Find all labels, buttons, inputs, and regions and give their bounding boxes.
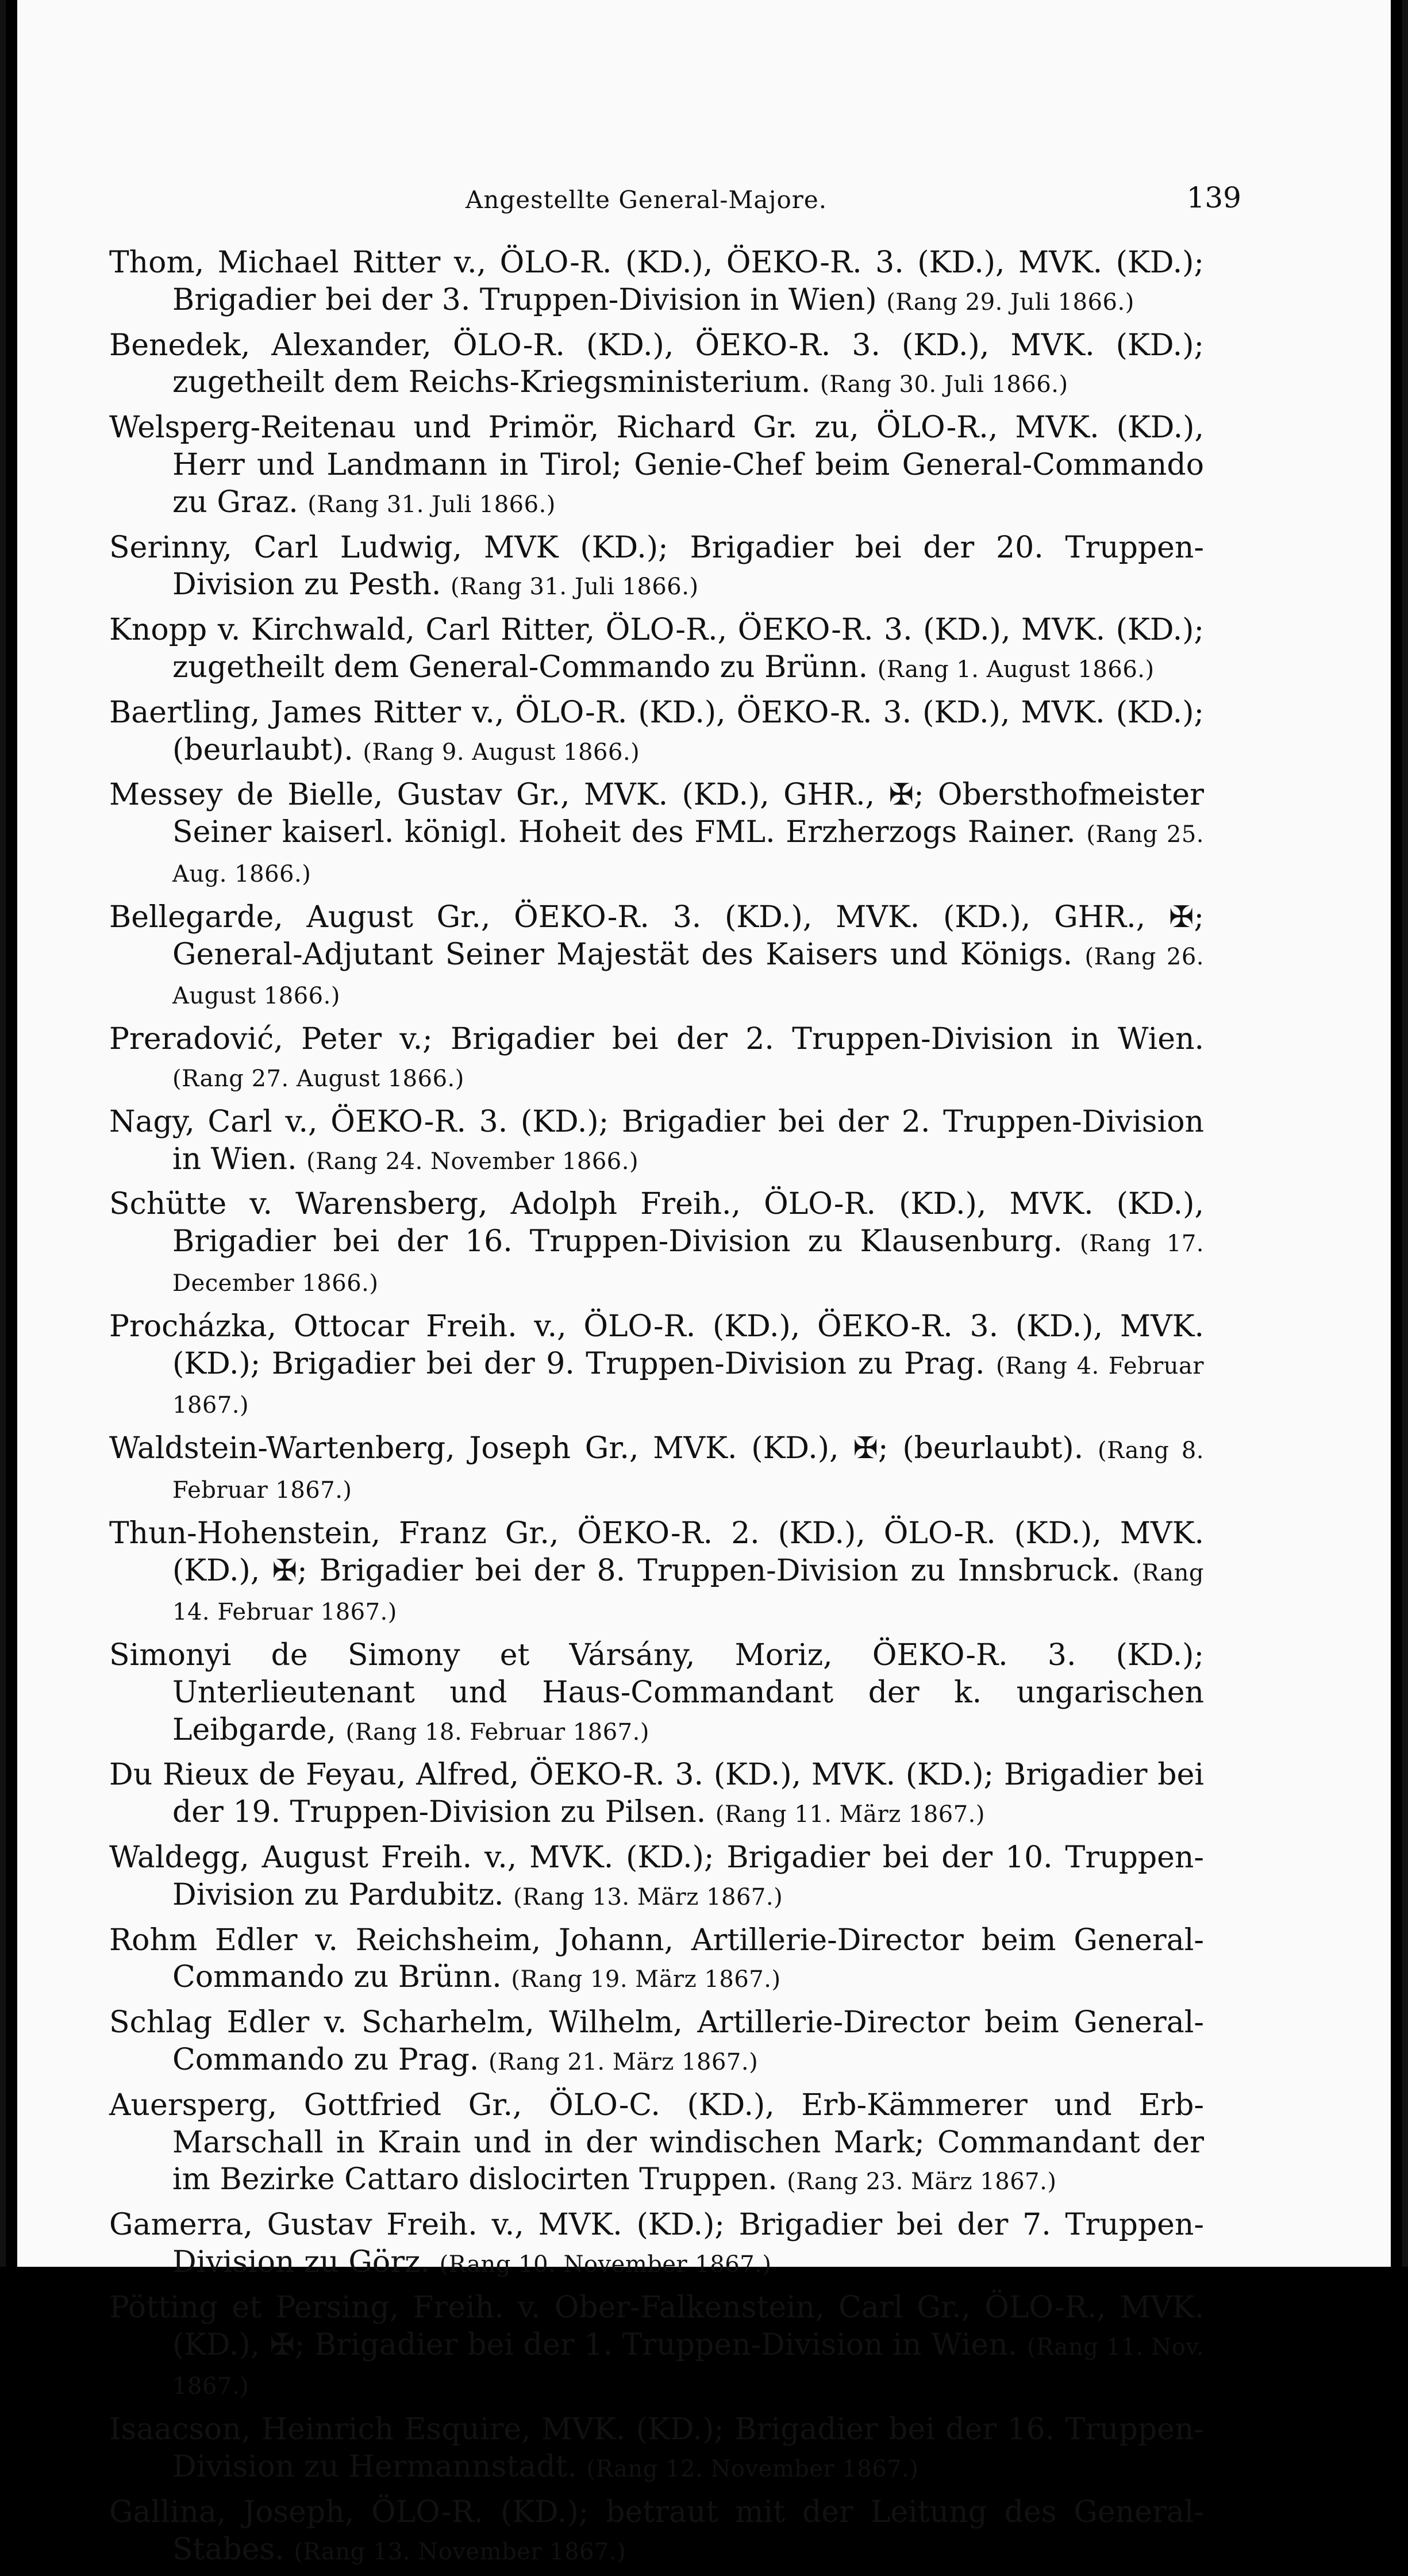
entry-text: Benedek, Alexander, ÖLO-R. (KD.), ÖEKO-R. 3. (KD.), MVK. (KD.); zugetheilt dem Reichs-Kriegsministerium. xyxy=(109,328,1204,400)
entry-rank-date: (Rang 31. Juli 1866.) xyxy=(450,574,699,601)
scan-border-left xyxy=(0,0,6,2267)
list-item xyxy=(109,2087,1204,2201)
entry-text: Serinny, Carl Ludwig, MVK (KD.); Brigadier bei der 20. Truppen-Division zu Pesth. xyxy=(109,530,1204,602)
entry-text: Waldegg, August Freih. v., MVK. (KD.); Brigadier bei der 10. Truppen-Division zu Pardubitz. xyxy=(109,1840,1204,1912)
entry-rank-date: (Rang 10. November 1867.) xyxy=(439,2251,772,2278)
entry-rank-date: (Rang 14. Februar 1867.) xyxy=(172,1559,1204,1626)
list-item xyxy=(109,1308,1204,1424)
entry-text: Auersperg, Gottfried Gr., ÖLO-C. (KD.), Erb-Kämmerer und Erb-Marschall in Krain und in der windischen Mark; Commandant der im Bezirke Cattaro dislocirten Truppen. xyxy=(109,2087,1204,2197)
entry-rank-date: (Rang 21. März 1867.) xyxy=(488,2049,759,2076)
entry-rank-date: (Rang 25. Aug. 1866.) xyxy=(172,821,1204,887)
list-item xyxy=(109,1515,1204,1631)
entry-text: Schütte v. Warensberg, Adolph Freih., ÖLO-R. (KD.), MVK. (KD.), Brigadier bei der 16. Truppen-Division zu Klausenburg. xyxy=(109,1187,1204,1259)
entry-text: Thun-Hohenstein, Franz Gr., ÖEKO-R. 2. (KD.), ÖLO-R. (KD.), MVK. (KD.), ✠; Brigadier bei der 8. Truppen-Division zu Innsbruck. xyxy=(109,1516,1204,1588)
list-item xyxy=(109,2004,1204,2081)
entry-rank-date: (Rang 30. Juli 1866.) xyxy=(820,371,1068,398)
list-item xyxy=(109,776,1204,893)
entry-rank-date: (Rang 18. Februar 1867.) xyxy=(345,1718,649,1745)
entry-rank-date: (Rang 8. Februar 1867.) xyxy=(172,1437,1205,1504)
entry-rank-date: (Rang 17. December 1866.) xyxy=(172,1231,1204,1297)
entry-rank-date: (Rang 29. Juli 1866.) xyxy=(886,289,1134,316)
list-item xyxy=(109,1756,1204,1833)
list-item xyxy=(109,1922,1204,1999)
entry-text: Welsperg-Reitenau und Primör, Richard Gr. zu, ÖLO-R., MVK. (KD.), Herr und Landmann in Tirol; Genie-Chef beim General-Commando zu Graz. xyxy=(109,410,1204,520)
list-item xyxy=(109,409,1204,523)
entry-rank-date: (Rang 11. Nov. 1867.) xyxy=(172,2333,1204,2400)
list-item xyxy=(109,1430,1204,1509)
book-page xyxy=(17,0,1391,2567)
entry-rank-date: (Rang 26. August 1866.) xyxy=(172,943,1205,1010)
list-item xyxy=(109,1637,1204,1751)
list-item xyxy=(109,2206,1204,2283)
list-item xyxy=(109,1021,1204,1098)
entry-text: Baertling, James Ritter v., ÖLO-R. (KD.), ÖEKO-R. 3. (KD.), MVK. (KD.); (beurlaubt). xyxy=(109,695,1204,767)
page-number: 139 xyxy=(1186,181,1241,214)
entry-rank-date: (Rang 4. Februar 1867.) xyxy=(172,1352,1204,1419)
running-header xyxy=(17,181,1391,227)
entry-rank-date: (Rang 13. März 1867.) xyxy=(513,1883,783,1910)
entry-rank-date: (Rang 27. August 1866.) xyxy=(172,1065,464,1092)
scan-border-right xyxy=(1402,0,1408,2267)
entry-text: Thom, Michael Ritter v., ÖLO-R. (KD.), ÖEKO-R. 3. (KD.), MVK. (KD.); Brigadier bei der 3. Truppen-Division in Wien) xyxy=(109,245,1204,317)
entry-rank-date: (Rang 23. März 1867.) xyxy=(787,2169,1057,2196)
entry-text: Pötting et Persing, Freih. v. Ober-Falkenstein, Carl Gr., ÖLO-R., MVK. (KD.), ✠; Brigadier bei der 1. Truppen-Division in Wien. xyxy=(109,2290,1204,2362)
entry-text: Gamerra, Gustav Freih. v., MVK. (KD.); Brigadier bei der 7. Truppen-Division zu Görz. xyxy=(109,2208,1204,2280)
list-item xyxy=(109,327,1204,404)
entry-text: Gallina, Joseph, ÖLO-R. (KD.); betraut mit der Leitung des General-Stabes. xyxy=(109,2494,1204,2567)
entry-rank-date: (Rang 31. Juli 1866.) xyxy=(307,491,556,518)
entry-text: Bellegarde, August Gr., ÖEKO-R. 3. (KD.), MVK. (KD.), GHR., ✠; General-Adjutant Seiner Majestät des Kaisers und Königs. xyxy=(109,899,1204,972)
entry-rank-date: (Rang 13. November 1867.) xyxy=(294,2538,626,2565)
list-item xyxy=(109,899,1204,1015)
page-title: Angestellte General-Majore. xyxy=(466,186,828,214)
entry-rank-date: (Rang 11. März 1867.) xyxy=(715,1801,985,1828)
entry-rank-date: (Rang 24. November 1866.) xyxy=(306,1148,639,1175)
entry-text: Isaacson, Heinrich Esquire, MVK. (KD.); Brigadier bei der 16. Truppen-Division zu Hermannstadt. xyxy=(109,2412,1204,2485)
list-item xyxy=(109,1186,1204,1302)
entry-text: Waldstein-Wartenberg, Joseph Gr., MVK. (KD.), ✠; (beurlaubt). xyxy=(109,1431,1084,1466)
entry-text: Nagy, Carl v., ÖEKO-R. 3. (KD.); Brigadier bei der 2. Truppen-Division in Wien. xyxy=(109,1104,1204,1176)
entry-rank-date: (Rang 12. November 1867.) xyxy=(586,2456,919,2483)
entry-text: Preradović, Peter v.; Brigadier bei der 2. Truppen-Division in Wien. xyxy=(109,1022,1204,1057)
entry-text: Procházka, Ottocar Freih. v., ÖLO-R. (KD.), ÖEKO-R. 3. (KD.), MVK. (KD.); Brigadier bei der 9. Truppen-Division zu Prag. xyxy=(109,1309,1204,1381)
list-item xyxy=(109,694,1204,771)
entry-rank-date: (Rang 19. März 1867.) xyxy=(511,1966,781,1993)
list-item xyxy=(109,1839,1204,1916)
list-item xyxy=(109,2411,1204,2488)
entry-text: Knopp v. Kirchwald, Carl Ritter, ÖLO-R., ÖEKO-R. 3. (KD.), MVK. (KD.); zugetheilt dem General-Commando zu Brünn. xyxy=(109,613,1204,685)
list-item xyxy=(109,612,1204,689)
entry-text: Messey de Bielle, Gustav Gr., MVK. (KD.), GHR., ✠; Obersthofmeister Seiner kaiserl. königl. Hoheit des FML. Erzherzogs Rainer. xyxy=(109,778,1204,850)
list-item xyxy=(109,2494,1204,2571)
entry-text: Du Rieux de Feyau, Alfred, ÖEKO-R. 3. (KD.), MVK. (KD.); Brigadier bei der 19. Truppen-Division zu Pilsen. xyxy=(109,1758,1204,1830)
entry-text: Schlag Edler v. Scharhelm, Wilhelm, Artillerie-Director beim General-Commando zu Prag. xyxy=(109,2005,1204,2078)
entry-list xyxy=(109,244,1204,2576)
entry-text: Rohm Edler v. Reichsheim, Johann, Artillerie-Director beim General-Commando zu Brünn. xyxy=(109,1923,1204,1995)
list-item xyxy=(109,529,1204,606)
list-item xyxy=(109,2289,1204,2405)
list-item xyxy=(109,244,1204,321)
list-item xyxy=(109,1104,1204,1181)
entry-rank-date: (Rang 9. August 1866.) xyxy=(363,739,640,766)
entry-text: Simonyi de Simony et Vársány, Moriz, ÖEKO-R. 3. (KD.); Unterlieutenant und Haus-Commandant der k. ungarischen Leibgarde, xyxy=(109,1638,1204,1747)
entry-rank-date: (Rang 1. August 1866.) xyxy=(877,656,1155,683)
